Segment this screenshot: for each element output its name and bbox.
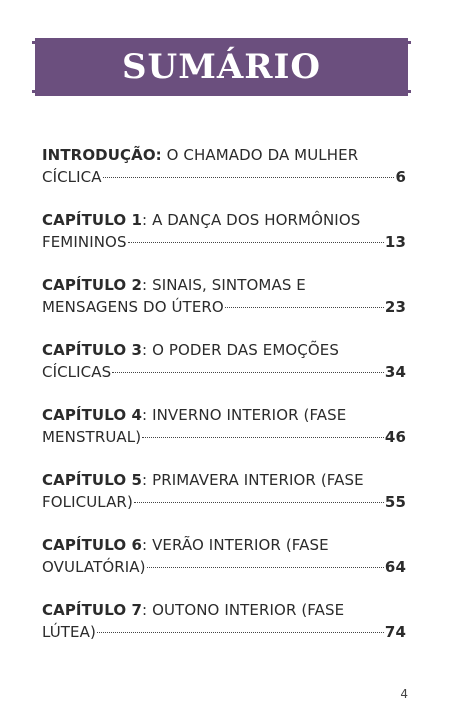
banner-corner-decoration bbox=[408, 90, 411, 93]
toc-entry-title-continued: CÍCLICA bbox=[42, 168, 102, 186]
banner-corner-decoration bbox=[32, 41, 35, 44]
toc-entry-title: : INVERNO INTERIOR (FASE bbox=[142, 406, 347, 424]
dot-leader bbox=[128, 242, 384, 243]
toc-entry-label: INTRODUÇÃO: bbox=[42, 146, 162, 164]
toc-page-number: 74 bbox=[384, 623, 406, 641]
page-title: SUMÁRIO bbox=[122, 47, 321, 87]
dot-leader bbox=[225, 307, 384, 308]
table-of-contents bbox=[42, 144, 406, 664]
toc-entry-label: CAPÍTULO 1 bbox=[42, 211, 143, 229]
toc-entry-title-continued: MENSTRUAL) bbox=[42, 428, 142, 446]
toc-entry[interactable] bbox=[42, 599, 406, 643]
dot-leader bbox=[142, 437, 384, 438]
toc-entry-title: : SINAIS, SINTOMAS E bbox=[142, 276, 306, 294]
toc-entry-label: CAPÍTULO 5 bbox=[42, 471, 143, 489]
banner-corner-decoration bbox=[408, 41, 411, 44]
toc-entry-title-continued: FEMININOS bbox=[42, 233, 127, 251]
toc-page-number: 23 bbox=[384, 298, 406, 316]
toc-entry-label: CAPÍTULO 4 bbox=[42, 406, 143, 424]
banner-corner-decoration bbox=[32, 90, 35, 93]
toc-entry[interactable] bbox=[42, 469, 406, 513]
toc-entry-title-continued: OVULATÓRIA) bbox=[42, 558, 146, 576]
toc-entry-title: : O PODER DAS EMOÇÕES bbox=[142, 341, 339, 359]
dot-leader bbox=[103, 177, 395, 178]
toc-entry[interactable] bbox=[42, 209, 406, 253]
toc-page-number: 64 bbox=[384, 558, 406, 576]
toc-entry-label: CAPÍTULO 7 bbox=[42, 601, 143, 619]
toc-page-number: 13 bbox=[384, 233, 406, 251]
title-banner bbox=[35, 38, 408, 96]
toc-page-number: 6 bbox=[395, 168, 406, 186]
dot-leader bbox=[97, 632, 384, 633]
toc-entry[interactable] bbox=[42, 339, 406, 383]
toc-entry-title-continued: MENSAGENS DO ÚTERO bbox=[42, 298, 224, 316]
toc-entry[interactable] bbox=[42, 534, 406, 578]
toc-entry[interactable] bbox=[42, 274, 406, 318]
toc-entry-title: : PRIMAVERA INTERIOR (FASE bbox=[142, 471, 364, 489]
toc-entry-title-continued: FOLICULAR) bbox=[42, 493, 133, 511]
toc-entry-label: CAPÍTULO 2 bbox=[42, 276, 143, 294]
toc-entry-title: O CHAMADO DA MULHER bbox=[161, 146, 359, 164]
toc-entry[interactable] bbox=[42, 404, 406, 448]
page-number: 4 bbox=[400, 687, 408, 701]
toc-entry-title-continued: LÚTEA) bbox=[42, 623, 96, 641]
toc-entry-label: CAPÍTULO 3 bbox=[42, 341, 143, 359]
dot-leader bbox=[134, 502, 384, 503]
toc-page-number: 46 bbox=[384, 428, 406, 446]
toc-entry-title: : A DANÇA DOS HORMÔNIOS bbox=[142, 211, 361, 229]
toc-entry-label: CAPÍTULO 6 bbox=[42, 536, 143, 554]
dot-leader bbox=[112, 372, 384, 373]
toc-entry-title: : VERÃO INTERIOR (FASE bbox=[142, 536, 329, 554]
toc-entry[interactable] bbox=[42, 144, 406, 188]
toc-entry-title: : OUTONO INTERIOR (FASE bbox=[142, 601, 345, 619]
toc-page-number: 34 bbox=[384, 363, 406, 381]
toc-page-number: 55 bbox=[384, 493, 406, 511]
dot-leader bbox=[147, 567, 384, 568]
toc-entry-title-continued: CÍCLICAS bbox=[42, 363, 112, 381]
